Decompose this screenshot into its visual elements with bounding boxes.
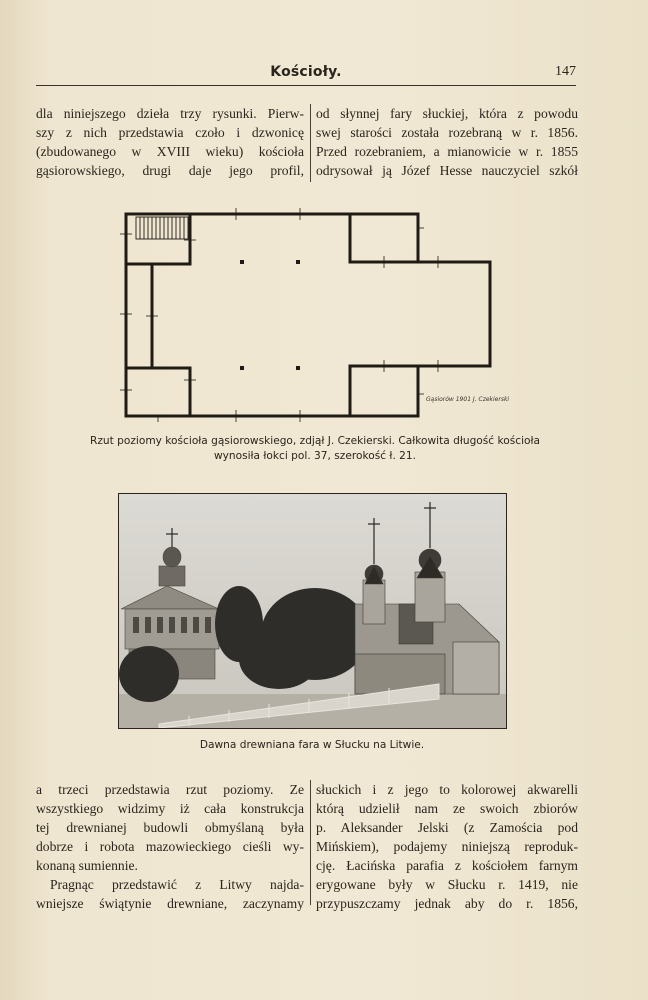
- photo-illustration: [119, 494, 506, 728]
- text-line: wszystkiego widzimy iż cała konstrukcja: [36, 801, 304, 816]
- text-line: a trzeci przedstawia rzut poziomy. Ze: [36, 782, 304, 797]
- caption-line: wynosiła łokci pol. 37, szerokość ł. 21.: [213, 450, 417, 462]
- caption-line: Rzut poziomy kościoła gąsiorowskiego, zdjął J. Czekierski. Całkowita długość kościoła: [89, 435, 541, 447]
- text-line: od słynnej fary słuckiej, która z powodu: [316, 106, 578, 121]
- header-rule: [36, 85, 576, 86]
- figure-caption-plan: [50, 434, 580, 464]
- text-line: odrysował ją Józef Hesse nauczyciel szkół: [316, 163, 578, 178]
- text-line: tej drewnianej budowli obmyślaną była: [36, 820, 304, 835]
- text-line: którą udzielił nam ze swoich zbiorów: [316, 801, 578, 816]
- text-line: erygowane były w Słucku r. 1419, nie: [316, 877, 578, 892]
- church-photograph: [118, 493, 507, 729]
- text-column-top-left: [36, 104, 304, 180]
- column-divider: [310, 780, 311, 905]
- text-line: p. Aleksander Jelski (z Zamościa pod: [316, 820, 578, 835]
- text-line: swej starości została rozebraną w r. 1856.: [316, 125, 578, 140]
- figure-caption-photo: Dawna drewniana fara w Słucku na Litwie.: [199, 739, 425, 751]
- text-column-bottom-right: [316, 780, 578, 913]
- plan-chancel-wall: [350, 366, 418, 416]
- text-line: Mińskiem), podajemy niniejszą reproduk-: [316, 839, 578, 854]
- text-line: dobrze i robota mazowieckiego cieśli wy-: [36, 839, 304, 854]
- text-line: dla niniejszego dzieła trzy rysunki. Pierw-: [36, 106, 304, 121]
- text-line: przypuszczamy jednak aby do r. 1856,: [316, 896, 578, 911]
- text-column-top-right: [316, 104, 578, 180]
- text-line: szy z nich przedstawia czoło i dzwonicę: [36, 125, 304, 140]
- plan-pillars: [240, 260, 300, 370]
- text-line: gąsiorowskiego, drugi daje jego profil,: [36, 163, 304, 178]
- column-divider: [310, 104, 311, 182]
- text-line: cję. Łacińska parafia z kościołem farnym: [316, 858, 578, 873]
- plan-chancel-wall: [350, 214, 418, 262]
- text-line: (zbudowanego w XVIII wieku) kościoła: [36, 144, 304, 159]
- plan-outer-wall: [126, 214, 490, 416]
- plan-staircase: [136, 217, 188, 239]
- text-line: konaną sumiennie.: [36, 858, 138, 873]
- text-column-bottom-left: [36, 780, 304, 913]
- text-line: Pragnąc przedstawić z Litwy najda-: [50, 877, 304, 892]
- text-line: słuckich i z jego to kolorowej akwarelli: [316, 782, 578, 797]
- page-title: Kościoły.: [270, 64, 342, 80]
- plan-window-marks: [120, 208, 444, 422]
- text-line: wniejsze świątynie drewniane, zaczynamy: [36, 896, 304, 911]
- page-number: 147: [555, 64, 576, 79]
- running-header: [36, 62, 576, 84]
- plan-signature: Gąsiorów 1901 J. Czekierski: [426, 396, 510, 403]
- text-line: Przed rozebraniem, a mianowicie w r. 1855: [316, 144, 578, 159]
- plan-porch-wall: [126, 368, 190, 416]
